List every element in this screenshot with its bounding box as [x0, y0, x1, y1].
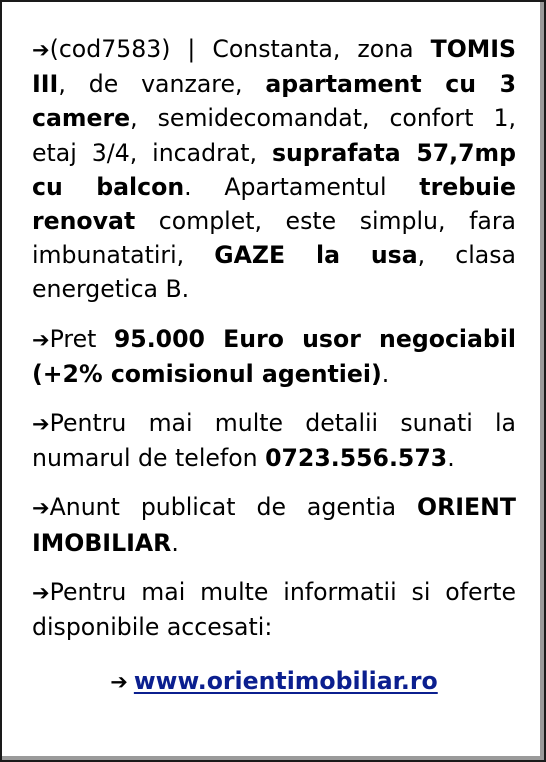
phone-number: 0723.556.573 — [265, 444, 448, 473]
sale-text: , de vanzare, — [58, 70, 266, 99]
arrow-right-icon: ➔ — [32, 38, 50, 62]
contact-end: . — [447, 444, 455, 473]
arrow-right-icon: ➔ — [32, 412, 50, 437]
listing-code-location-text: (cod7583) | Constanta, zona — [49, 35, 431, 63]
condition-text: complet, este simplu, fara imbunatatiri, — [32, 207, 516, 270]
price-label: Pret — [49, 324, 114, 353]
surface-area: suprafata 57,7mp cu balcon — [32, 138, 517, 201]
contact-text: Pentru mai multe detalii sunati la numarul de telefon — [32, 409, 516, 473]
agency-name: ORIENT IMOBILIAR — [32, 493, 516, 557]
energy-class-text: , clasa energetica B. — [32, 241, 516, 304]
agency-text: Anunt publicat de agentia — [49, 493, 418, 522]
apartment-intro-text: . Apartamentul — [184, 172, 420, 201]
apartment-type: apartament cu 3 camere — [32, 70, 517, 133]
arrow-right-icon: ➔ — [32, 327, 50, 352]
arrow-right-icon: ➔ — [32, 580, 50, 605]
contact-paragraph — [32, 406, 516, 475]
arrow-right-icon: ➔ — [32, 496, 50, 521]
website-line — [32, 664, 516, 699]
apartment-features-text: , semidecomandat, confort 1, etaj 3/4, incadrat, — [32, 104, 516, 167]
renovation-note: trebuie renovat — [32, 172, 516, 236]
price-paragraph — [32, 322, 516, 391]
price-end: . — [381, 359, 390, 388]
gas-note: GAZE la usa — [214, 241, 418, 270]
listing-description-paragraph — [32, 32, 516, 307]
agency-paragraph — [32, 490, 516, 559]
more-info-text: Pentru mai multe informatii si oferte disponibile accesati: — [32, 577, 516, 642]
arrow-right-icon: ➔ — [110, 670, 128, 695]
zone-name: TOMIS III — [32, 35, 516, 99]
agency-end: . — [171, 528, 179, 557]
price-value: 95.000 Euro usor negociabil (+2% comisionul agentiei) — [32, 324, 516, 388]
more-info-paragraph — [32, 575, 516, 644]
website-link[interactable]: www.orientimobiliar.ro — [133, 667, 438, 696]
